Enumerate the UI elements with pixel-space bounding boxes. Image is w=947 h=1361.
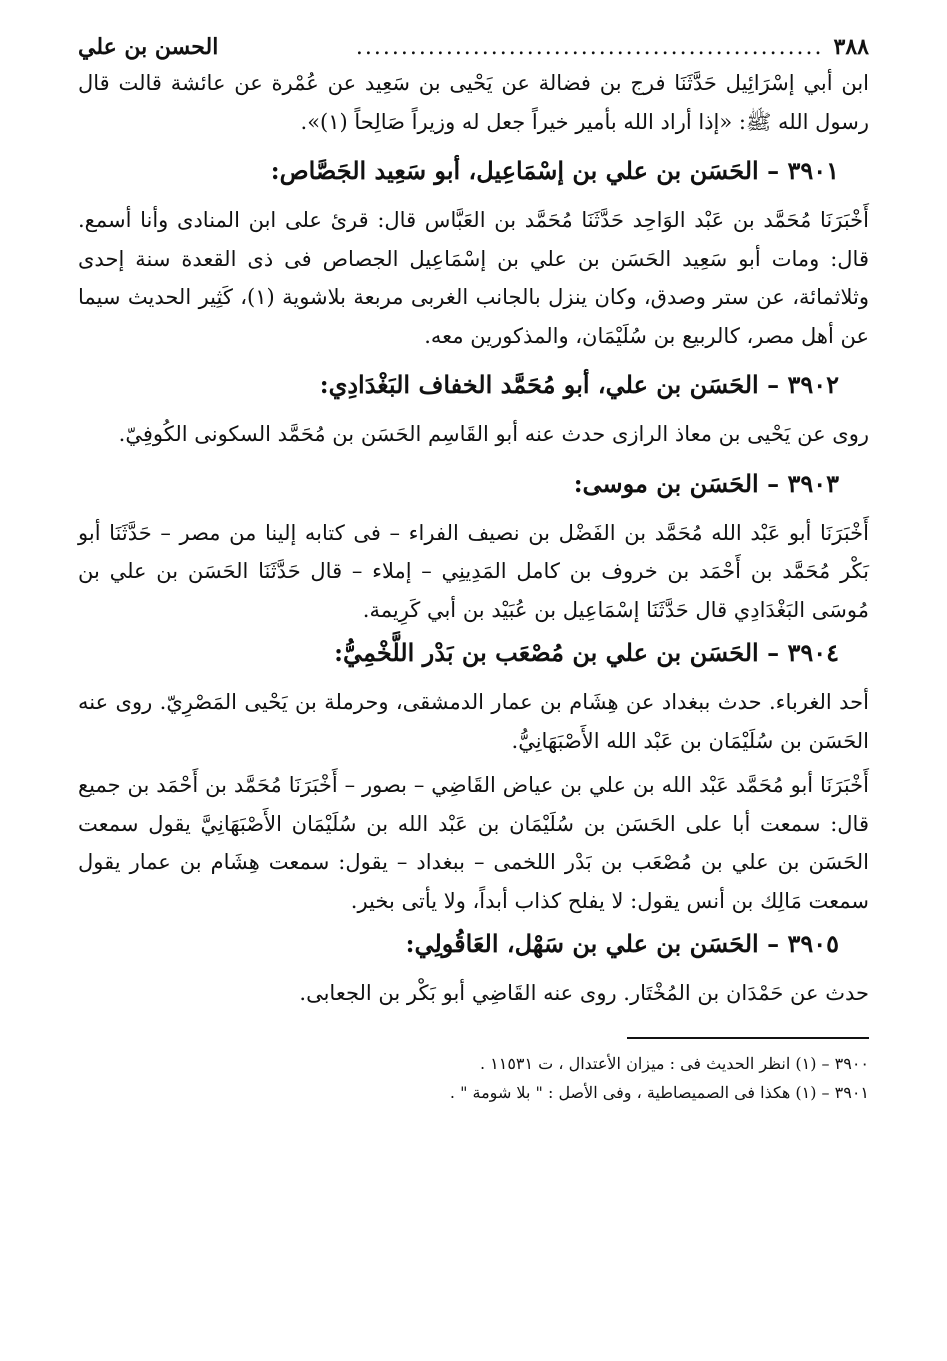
leader-dots: .................................................... <box>355 35 824 60</box>
entry-text-3901: أَخْبَرَنَا مُحَمَّد بن عَبْد الوَاحِد حَدَّثَنَا مُحَمَّد بن العَبَّاس قال: قرئ على ابن المنادى وأنا أسمع. قال: ومات أبو سَعِيد الحَسَن بن علي بن إسْمَاعِيل الجصاص فى ذى القعدة سنة إحدى وثلاثمائة، عن ستر وصدق، وكان ينزل بالجانب الغربى مربعة بلاشوية (١)، كَثِير الحديث سيما عن أهل مصر، كالربيع بن سُلَيْمَان، والمذكورين معه. <box>78 208 869 348</box>
footnote-separator <box>627 1037 869 1039</box>
entry-heading-3904: ٣٩٠٤ – الحَسَن بن علي بن مُصْعَب بن بَدْر اللَّخْمِيُّ: <box>334 638 839 667</box>
page-number: ٣٨٨ <box>833 34 869 60</box>
entry-heading-3905: ٣٩٠٥ – الحَسَن بن علي بن سَهْل، العَاقُولِي: <box>405 929 839 958</box>
entry-text-3905: حدث عن حَمْدَان بن المُخْتَار. روى عنه القَاضِي أبو بَكْر بن الجعابى. <box>299 981 869 1005</box>
footnote-3900: ٣٩٠٠ – (١) انظر الحديث فى : ميزان الأعتدال ، ت ١١٥٣١ . <box>479 1053 869 1073</box>
entry-text-3903: أَخْبَرَنَا أبو عَبْد الله مُحَمَّد بن الفَضْل بن نصيف الفراء – فى كتابه إلينا من مصر – حَدَّثَنَا أبو بَكْر مُحَمَّد بن أَحْمَد بن خروف بن كامل المَدِينِي – إملاء – قال حَدَّثَنَا الحَسَن بن علي بن مُوسَى البَغْدَادِي قال حَدَّثَنَا إسْمَاعِيل بن عُبَيْد بن أبي كَرِيمة. <box>78 520 869 622</box>
entry-heading-3901: ٣٩٠١ – الحَسَن بن علي بن إسْمَاعِيل، أبو سَعِيد الجَصَّاص: <box>270 156 839 185</box>
entry-text-3904: أحد الغرباء. حدث ببغداد عن هِشَام بن عمار الدمشقى، وحرملة بن يَحْيى المَصْرِيّ. روى عنه الحَسَن بن سُلَيْمَان بن عَبْد الله الأَصْبَهَانِيُّ. <box>78 690 869 753</box>
continuation-paragraph: ابن أبي إسْرَائِيل حَدَّثَنَا فرج بن فضالة عن يَحْيى بن سَعِيد عن عُمْرة عن عائشة قالت قال رسول الله ﷺ: «إذا أراد الله بأمير خيراً جعل له وزيراً صَالِحاً (١)». <box>78 71 869 134</box>
entry-text-3902: روى عن يَحْيى بن معاذ الرازى حدث عنه أبو القَاسِم الحَسَن بن مُحَمَّد السكونى الكُوفِيّ. <box>118 422 869 446</box>
book-page <box>78 30 869 1107</box>
footnote-3901: ٣٩٠١ – (١) هكذا فى الصميصاطية ، وفى الأصل : " بلا شومة " . <box>449 1082 869 1102</box>
entry-heading-3902: ٣٩٠٢ – الحَسَن بن علي، أبو مُحَمَّد الخفاف البَغْدَادِي: <box>319 370 839 399</box>
entry-heading-3903: ٣٩٠٣ – الحَسَن بن موسى: <box>573 468 839 498</box>
running-title: الحسن بن علي <box>78 34 219 60</box>
running-header <box>78 30 869 64</box>
entry-text-3904-isnad: أَخْبَرَنَا أبو مُحَمَّد عَبْد الله بن علي بن عياض القَاضِي – بصور – أَخْبَرَنَا مُحَمَّد بن أَحْمَد بن جميع قال: سمعت أبا على الحَسَن بن سُلَيْمَان بن عَبْد الله بن سُلَيْمَان الأَصْبَهَانِيَّ يقول سمعت الحَسَن بن علي بن مُصْعَب بن بَدْر اللخمى – ببغداد – يقول: سمعت هِشَام بن عمار يقول سمعت مَالِك بن أنس يقول: لا يفلح كذاب أبداً، ولا يأتى بخير. <box>78 773 869 913</box>
